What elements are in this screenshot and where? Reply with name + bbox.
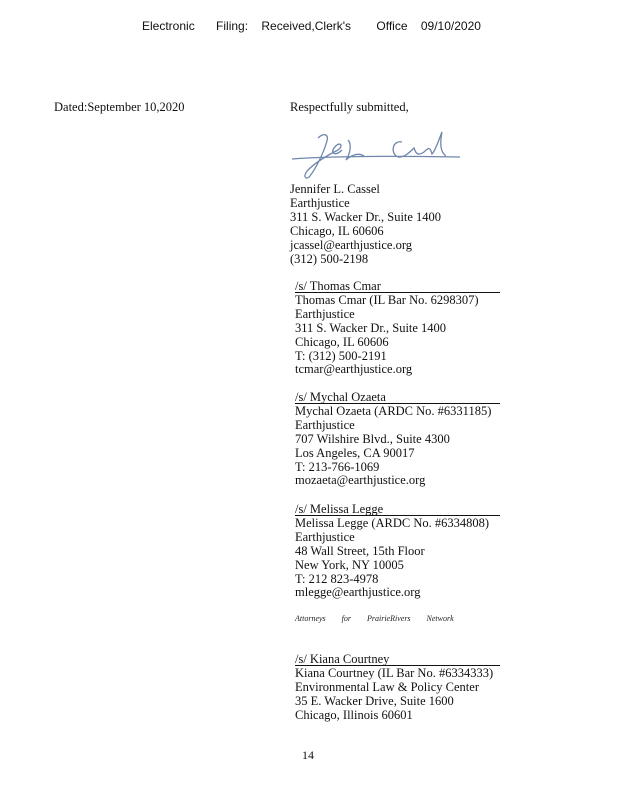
attorney-phone: T: 212 823-4978: [295, 571, 379, 586]
signer-phone: (312) 500-2198: [290, 251, 369, 266]
header-word-received: Received,Clerk's: [261, 19, 352, 33]
attorney-signature-line: /s/ Melissa Legge: [295, 503, 500, 516]
attorney-city: Chicago, Illinois 60601: [295, 707, 413, 722]
attorney-signature-line: /s/ Thomas Cmar: [295, 280, 500, 293]
attorney-street: 35 E. Wacker Drive, Suite 1600: [295, 693, 454, 708]
attorney-block-legge: [295, 503, 500, 600]
attorney-org: Earthjustice: [295, 417, 355, 432]
attorney-org: Environmental Law & Policy Center: [295, 679, 479, 694]
header-word-filing: Filing:: [216, 19, 249, 33]
attorneys-for-line: Attorneys for PrairieRivers Network: [295, 614, 454, 623]
attorney-email: tcmar@earthjustice.org: [295, 362, 413, 377]
attorney-street: 707 Wilshire Blvd., Suite 4300: [295, 431, 450, 446]
header-word-office: Office: [376, 19, 408, 33]
header-word-electronic: Electronic: [142, 19, 195, 33]
handwritten-signature: [290, 126, 465, 182]
signer-email: jcassel@earthjustice.org: [290, 237, 413, 252]
attorney-phone: T: 213-766-1069: [295, 459, 380, 474]
dated-line: Dated:September 10,2020: [54, 100, 185, 114]
attorney-email: mozaeta@earthjustice.org: [295, 473, 426, 488]
signer-street: 311 S. Wacker Dr., Suite 1400: [290, 209, 442, 224]
attorney-name: Melissa Legge (ARDC No. #6334808): [295, 515, 490, 530]
attorney-name: Kiana Courtney (IL Bar No. #6334333): [295, 665, 494, 680]
attorney-org: Earthjustice: [295, 306, 355, 321]
header-date: 09/10/2020: [420, 19, 481, 33]
attorney-signature-line: /s/ Kiana Courtney: [295, 653, 500, 666]
attorney-city: Los Angeles, CA 90017: [295, 445, 415, 460]
signer-block: [290, 183, 441, 266]
signer-org: Earthjustice: [290, 195, 350, 210]
attorney-street: 311 S. Wacker Dr., Suite 1400: [295, 320, 447, 335]
attorney-street: 48 Wall Street, 15th Floor: [295, 543, 425, 558]
attorney-name: Mychal Ozaeta (ARDC No. #6331185): [295, 403, 492, 418]
attorney-block-ozaeta: [295, 391, 500, 488]
attorney-city: New York, NY 10005: [295, 557, 404, 572]
attorney-org: Earthjustice: [295, 529, 355, 544]
attorney-email: mlegge@earthjustice.org: [295, 585, 421, 600]
signer-city: Chicago, IL 60606: [290, 223, 384, 238]
page-number: 14: [302, 748, 314, 762]
attorney-block-cmar: [295, 280, 500, 377]
attorney-signature-line: /s/ Mychal Ozaeta: [295, 391, 500, 404]
attorney-city: Chicago, IL 60606: [295, 334, 389, 349]
attorney-block-courtney: [295, 653, 500, 723]
signer-name: Jennifer L. Cassel: [290, 182, 380, 196]
attorney-phone: T: (312) 500-2191: [295, 348, 387, 363]
attorney-name: Thomas Cmar (IL Bar No. 6298307): [295, 292, 479, 307]
filing-stamp-header: [142, 19, 481, 33]
respectfully-submitted: Respectfully submitted,: [290, 100, 409, 114]
